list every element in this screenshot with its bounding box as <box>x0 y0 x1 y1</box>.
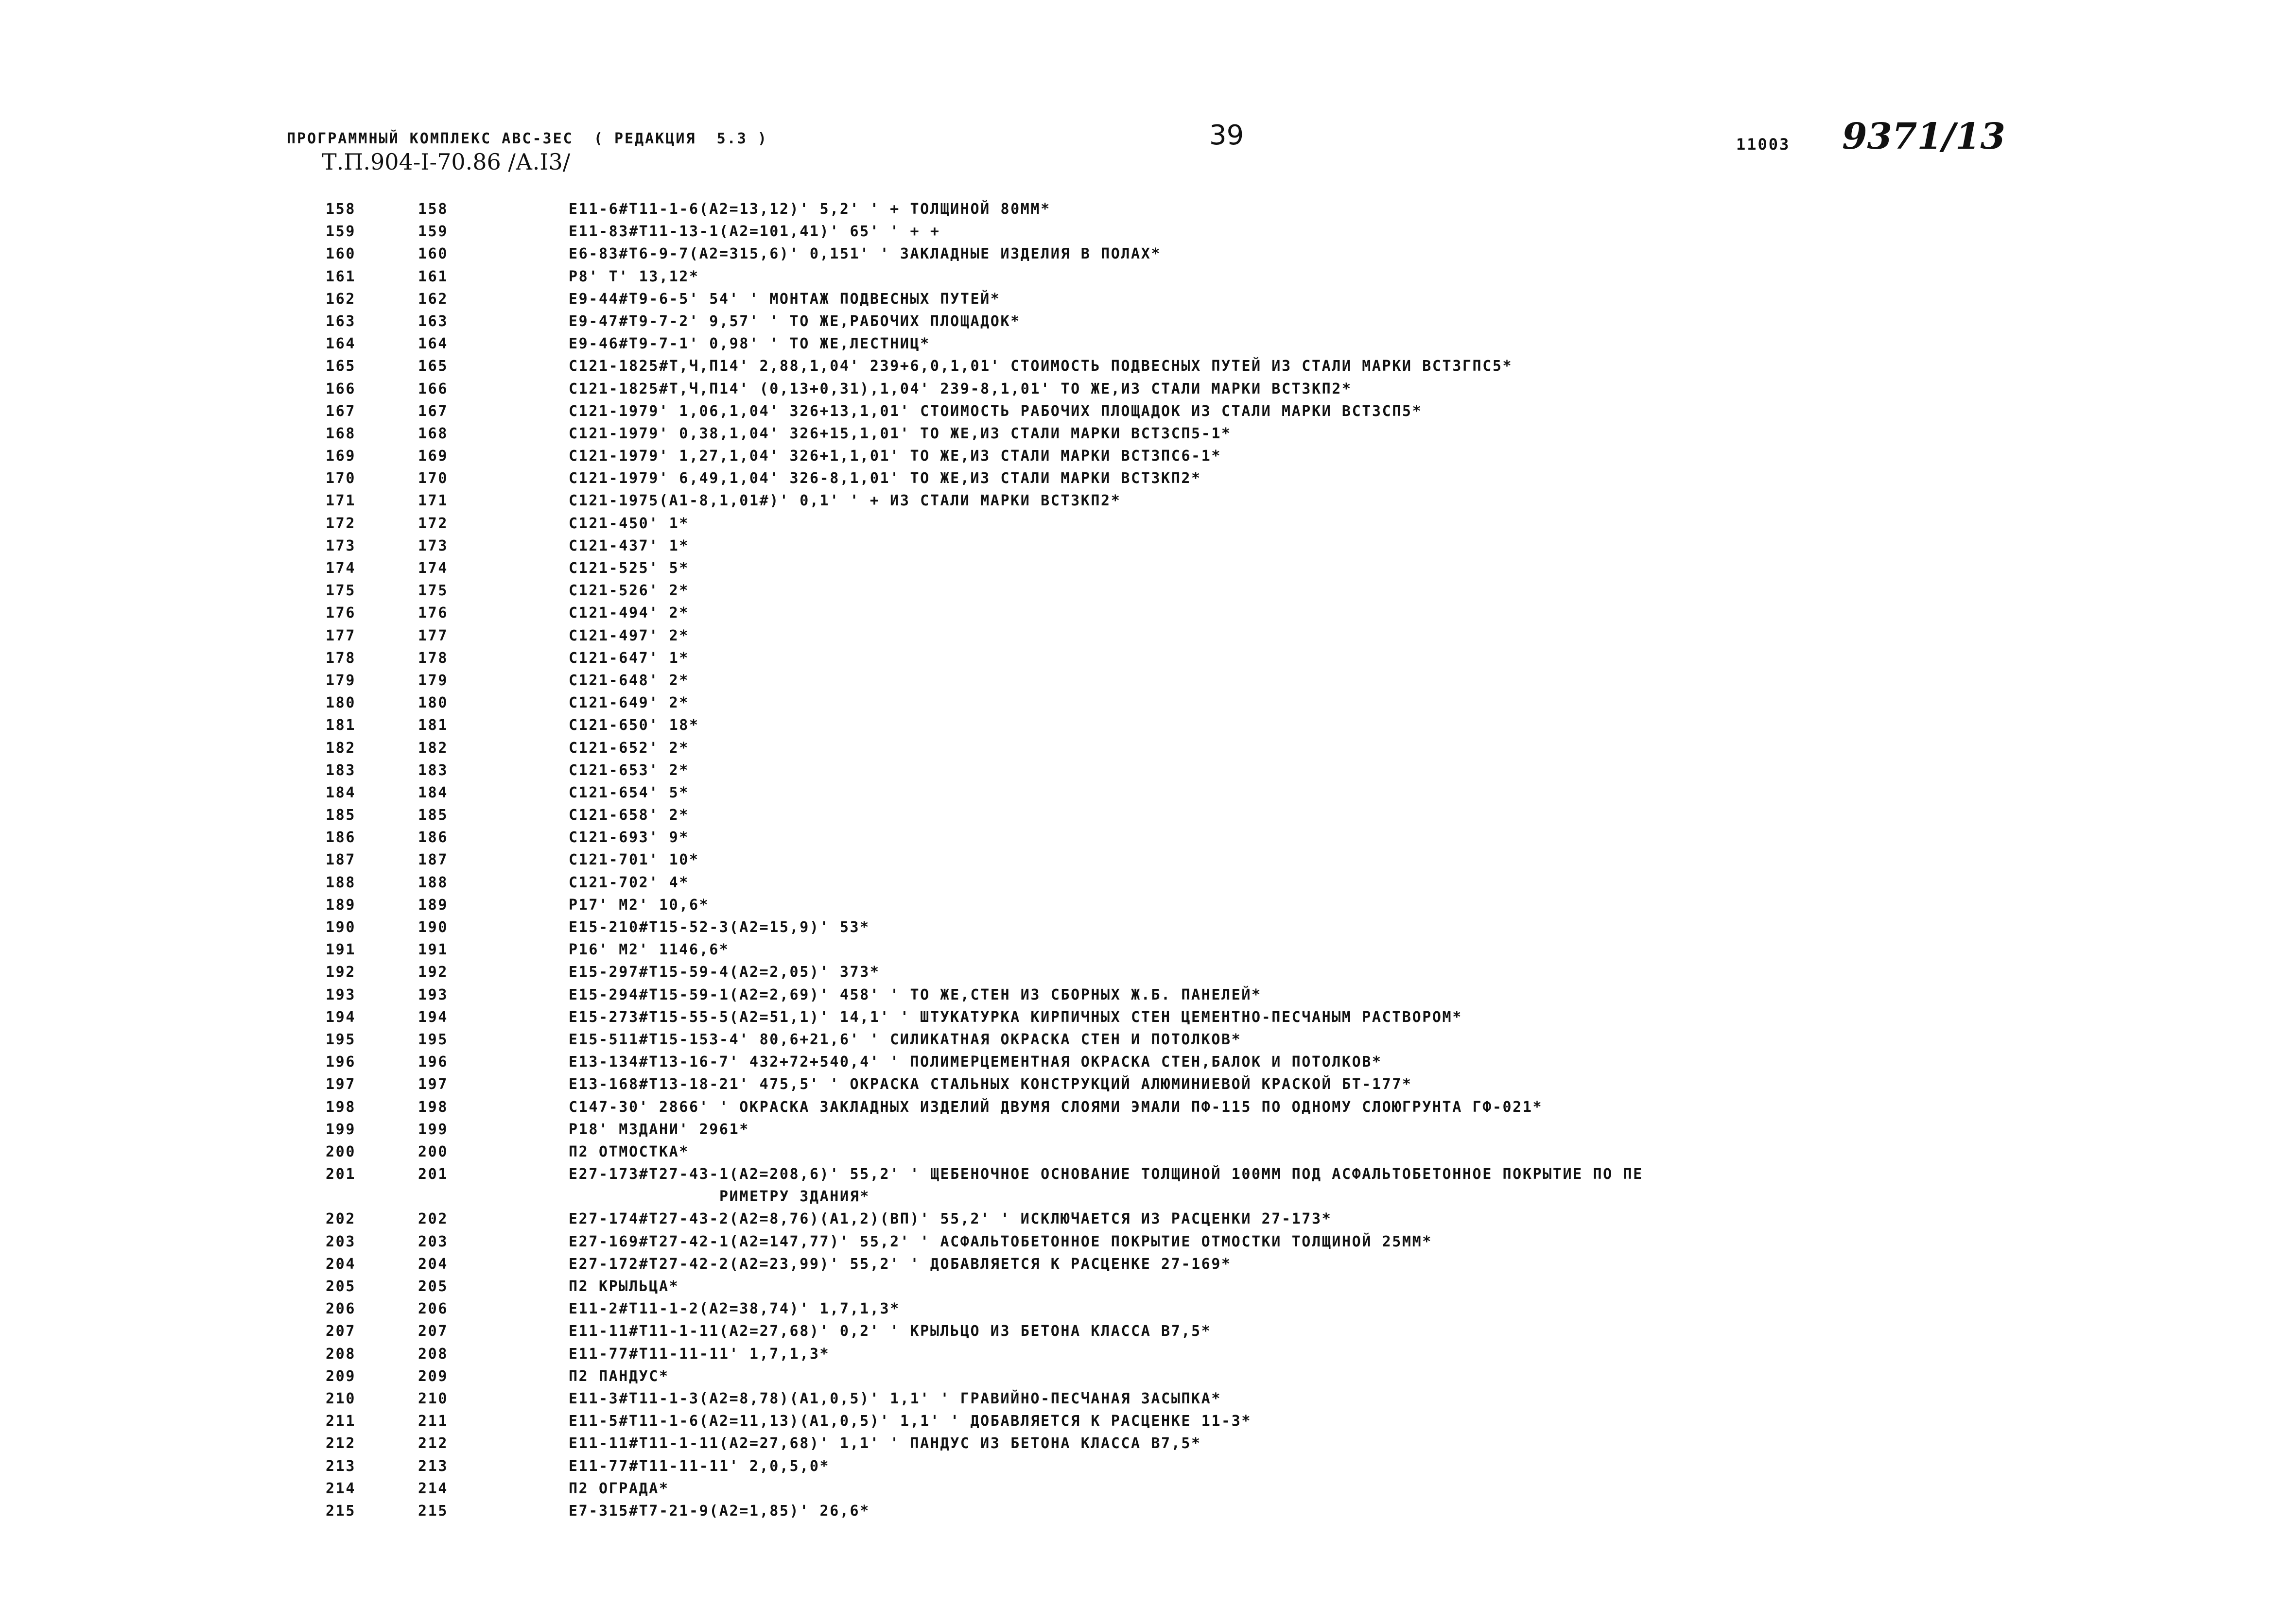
listing-row <box>0 647 2296 670</box>
listing-statement: Е9-44#Т9-6-5' 54' ' МОНТАЖ ПОДВЕСНЫХ ПУТЕЙ* <box>569 290 1001 308</box>
listing-statement: Е9-46#Т9-7-1' 0,98' ' ТО ЖЕ,ЛЕСТНИЦ* <box>569 335 930 353</box>
line-number: 189 <box>326 896 356 914</box>
statement-number: 205 <box>418 1278 448 1295</box>
line-number: 173 <box>326 537 356 554</box>
line-number: 175 <box>326 582 356 600</box>
listing-row <box>0 1298 2296 1320</box>
line-number: 158 <box>326 201 356 218</box>
statement-number: 198 <box>418 1098 448 1116</box>
line-number: 196 <box>326 1054 356 1071</box>
listing-row <box>0 670 2296 692</box>
line-number: 208 <box>326 1345 356 1363</box>
line-number: 182 <box>326 739 356 757</box>
line-number: 174 <box>326 560 356 577</box>
line-number: 167 <box>326 402 356 420</box>
statement-number: 201 <box>418 1166 448 1183</box>
line-number: 172 <box>326 515 356 532</box>
document-code: 11003 <box>1736 135 1791 154</box>
listing-statement: С121-1979' 6,49,1,04' 326-8,1,01' ТО ЖЕ,ИЗ СТАЛИ МАРКИ ВСТЗКП2* <box>569 470 1201 487</box>
listing-statement: Р8' Т' 13,12* <box>569 268 699 285</box>
listing-table <box>0 198 2296 1522</box>
line-number: 197 <box>326 1076 356 1093</box>
statement-number: 214 <box>418 1480 448 1497</box>
line-number: 211 <box>326 1413 356 1430</box>
statement-number: 162 <box>418 290 448 308</box>
line-number: 210 <box>326 1390 356 1407</box>
listing-statement: Е11-5#Т11-1-6(А2=11,13)(А1,0,5)' 1,1' ' ДОБАВЛЯЕТСЯ К РАСЦЕНКЕ 11-3* <box>569 1413 1252 1430</box>
listing-statement: Е9-47#Т9-7-2' 9,57' ' ТО ЖЕ,РАБОЧИХ ПЛОЩАДОК* <box>569 312 1021 330</box>
statement-number: 175 <box>418 582 448 600</box>
line-number: 164 <box>326 335 356 353</box>
statement-number: 191 <box>418 941 448 959</box>
listing-statement: Р18' МЗДАНИ' 2961* <box>569 1121 749 1138</box>
listing-statement: С121-652' 2* <box>569 739 689 757</box>
statement-number: 187 <box>418 851 448 869</box>
listing-statement: Е15-511#Т15-153-4' 80,6+21,6' ' СИЛИКАТНАЯ ОКРАСКА СТЕН И ПОТОЛКОВ* <box>569 1031 1242 1048</box>
listing-statement: С121-693' 9* <box>569 829 689 847</box>
listing-statement: П2 ОТМОСТКА* <box>569 1143 689 1160</box>
statement-number: 179 <box>418 672 448 689</box>
listing-statement: Е15-294#Т15-59-1(А2=2,69)' 458' ' ТО ЖЕ,СТЕН ИЗ СБОРНЫХ Ж.Б. ПАНЕЛЕЙ* <box>569 986 1262 1003</box>
statement-number: 181 <box>418 717 448 734</box>
listing-statement: Р16' М2' 1146,6* <box>569 941 730 959</box>
listing-statement: С121-437' 1* <box>569 537 689 554</box>
statement-number: 192 <box>418 964 448 981</box>
listing-statement: Е11-77#Т11-11-11' 2,0,5,0* <box>569 1457 830 1475</box>
line-number: 198 <box>326 1098 356 1116</box>
statement-number: 209 <box>418 1367 448 1385</box>
listing-row <box>0 602 2296 624</box>
listing-statement: Е27-172#Т27-42-2(А2=23,99)' 55,2' ' ДОБАВЛЯЕТСЯ К РАСЦЕНКЕ 27-169* <box>569 1255 1232 1273</box>
statement-number: 204 <box>418 1255 448 1273</box>
listing-row <box>0 782 2296 804</box>
listing-statement: Е11-11#Т11-1-11(А2=27,68)' 1,1' ' ПАНДУС ИЗ БЕТОНА КЛАССА В7,5* <box>569 1435 1201 1452</box>
listing-statement: Е11-83#Т11-13-1(А2=101,41)' 65' ' + + <box>569 223 940 241</box>
listing-statement: П2 КРЫЛЬЦА* <box>569 1278 679 1295</box>
line-number: 160 <box>326 245 356 263</box>
listing-statement: С121-1975(А1-8,1,01#)' 0,1' ' + ИЗ СТАЛИ МАРКИ ВСТЗКП2* <box>569 492 1121 510</box>
line-number: 194 <box>326 1008 356 1026</box>
listing-statement: Е6-83#Т6-9-7(А2=315,6)' 0,151' ' ЗАКЛАДНЫЕ ИЗДЕЛИЯ В ПОЛАХ* <box>569 245 1162 263</box>
line-number: 184 <box>326 784 356 801</box>
listing-row <box>0 535 2296 557</box>
listing-row <box>0 1276 2296 1298</box>
statement-number: 160 <box>418 245 448 263</box>
statement-number: 186 <box>418 829 448 847</box>
line-number: 169 <box>326 448 356 465</box>
statement-number: 183 <box>418 761 448 779</box>
page-number: 39 <box>1209 120 1244 151</box>
line-number: 214 <box>326 1480 356 1497</box>
listing-row <box>0 760 2296 782</box>
statement-number: 177 <box>418 627 448 644</box>
listing-statement: С121-648' 2* <box>569 672 689 689</box>
statement-number: 182 <box>418 739 448 757</box>
listing-row <box>0 333 2296 355</box>
line-number: 165 <box>326 358 356 375</box>
listing-row <box>0 1433 2296 1455</box>
statement-number: 168 <box>418 425 448 442</box>
line-number: 212 <box>326 1435 356 1452</box>
listing-statement: С121-658' 2* <box>569 807 689 824</box>
line-number: 166 <box>326 380 356 397</box>
listing-row <box>0 1388 2296 1410</box>
listing-statement: Е11-6#Т11-1-6(А2=13,12)' 5,2' ' + ТОЛЩИНОЙ 80ММ* <box>569 201 1051 218</box>
listing-row <box>0 1500 2296 1522</box>
listing-row <box>0 714 2296 737</box>
listing-statement: С121-1825#Т,Ч,П14' 2,88,1,04' 239+6,0,1,01' СТОИМОСТЬ ПОДВЕСНЫХ ПУТЕЙ ИЗ СТАЛИ МАРКИ ВСТЗГПС5* <box>569 358 1513 375</box>
line-number: 171 <box>326 492 356 510</box>
listing-row <box>0 827 2296 849</box>
statement-number: 171 <box>418 492 448 510</box>
statement-number: 189 <box>418 896 448 914</box>
statement-number: 159 <box>418 223 448 241</box>
listing-statement: С121-702' 4* <box>569 874 689 891</box>
listing-row <box>0 894 2296 916</box>
line-number: 207 <box>326 1323 356 1340</box>
listing-row <box>0 221 2296 243</box>
line-number: 203 <box>326 1233 356 1250</box>
listing-statement: Е27-173#Т27-43-1(А2=208,6)' 55,2' ' ЩЕБЕНОЧНОЕ ОСНОВАНИЕ ТОЛЩИНОЙ 100ММ ПОД АСФАЛЬТОБЕТОННОЕ ПОКРЫТИЕ ПО ПЕ <box>569 1166 1643 1183</box>
listing-statement: Е13-134#Т13-16-7' 432+72+540,4' ' ПОЛИМЕРЦЕМЕНТНАЯ ОКРАСКА СТЕН,БАЛОК И ПОТОЛКОВ* <box>569 1054 1382 1071</box>
listing-row <box>0 1320 2296 1343</box>
statement-number: 203 <box>418 1233 448 1250</box>
listing-statement: С121-1825#Т,Ч,П14' (0,13+0,31),1,04' 239-8,1,01' ТО ЖЕ,ИЗ СТАЛИ МАРКИ ВСТЗКП2* <box>569 380 1352 397</box>
listing-statement: С121-1979' 1,27,1,04' 326+1,1,01' ТО ЖЕ,ИЗ СТАЛИ МАРКИ ВСТЗПС6-1* <box>569 448 1221 465</box>
listing-statement: С121-654' 5* <box>569 784 689 801</box>
listing-statement: Е11-2#Т11-1-2(А2=38,74)' 1,7,1,3* <box>569 1300 900 1318</box>
statement-number: 193 <box>418 986 448 1003</box>
statement-number: 199 <box>418 1121 448 1138</box>
listing-row <box>0 804 2296 827</box>
line-number: 200 <box>326 1143 356 1160</box>
listing-statement: П2 ПАНДУС* <box>569 1367 669 1385</box>
line-number: 190 <box>326 919 356 936</box>
statement-number: 167 <box>418 402 448 420</box>
listing-row <box>0 1365 2296 1388</box>
listing-statement: С121-701' 10* <box>569 851 699 869</box>
statement-number: 165 <box>418 358 448 375</box>
listing-statement: Е13-168#Т13-18-21' 475,5' ' ОКРАСКА СТАЛЬНЫХ КОНСТРУКЦИЙ АЛЮМИНИЕВОЙ КРАСКОЙ БТ-177* <box>569 1076 1412 1093</box>
listing-statement: С121-650' 18* <box>569 717 699 734</box>
listing-row <box>0 1208 2296 1230</box>
listing-row <box>0 1119 2296 1141</box>
line-number: 170 <box>326 470 356 487</box>
listing-statement: С147-30' 2866' ' ОКРАСКА ЗАКЛАДНЫХ ИЗДЕЛИЙ ДВУМЯ СЛОЯМИ ЭМАЛИ ПФ-115 ПО ОДНОМУ СЛОЮГРУНТА ГФ-021* <box>569 1098 1543 1116</box>
listing-row <box>0 1096 2296 1119</box>
statement-number: 180 <box>418 694 448 712</box>
listing-row <box>0 872 2296 894</box>
statement-number: 212 <box>418 1435 448 1452</box>
listing-row <box>0 1073 2296 1096</box>
listing-statement: С121-494' 2* <box>569 605 689 622</box>
line-number: 215 <box>326 1502 356 1520</box>
line-number: 202 <box>326 1210 356 1228</box>
statement-number: 206 <box>418 1300 448 1318</box>
statement-number: 194 <box>418 1008 448 1026</box>
line-number: 191 <box>326 941 356 959</box>
listing-row <box>0 400 2296 423</box>
listing-statement: С121-450' 1* <box>569 515 689 532</box>
listing-row <box>0 1051 2296 1073</box>
line-number: 213 <box>326 1457 356 1475</box>
line-number: 183 <box>326 761 356 779</box>
statement-number: 190 <box>418 919 448 936</box>
program-title: ПРОГРАММНЫЙ КОМПЛЕКС АВС-ЗЕС ( РЕДАКЦИЯ 5.3 ) <box>287 130 768 147</box>
listing-row <box>0 311 2296 333</box>
statement-number: 176 <box>418 605 448 622</box>
listing-row <box>0 737 2296 760</box>
listing-row <box>0 961 2296 984</box>
listing-row <box>0 513 2296 535</box>
statement-number: 213 <box>418 1457 448 1475</box>
line-number: 180 <box>326 694 356 712</box>
statement-number: 210 <box>418 1390 448 1407</box>
listing-row <box>0 288 2296 311</box>
line-number: 178 <box>326 649 356 667</box>
statement-number: 185 <box>418 807 448 824</box>
listing-row <box>0 1478 2296 1500</box>
listing-statement: С121-653' 2* <box>569 761 689 779</box>
listing-statement: РИМЕТРУ ЗДАНИЯ* <box>719 1188 870 1206</box>
listing-row <box>0 916 2296 939</box>
line-number: 159 <box>326 223 356 241</box>
listing-row <box>0 445 2296 467</box>
listing-row <box>0 1231 2296 1253</box>
line-number: 185 <box>326 807 356 824</box>
listing-row <box>0 243 2296 265</box>
statement-number: 169 <box>418 448 448 465</box>
listing-statement: П2 ОГРАДА* <box>569 1480 669 1497</box>
listing-row <box>0 1343 2296 1365</box>
line-number: 176 <box>326 605 356 622</box>
statement-number: 197 <box>418 1076 448 1093</box>
statement-number: 202 <box>418 1210 448 1228</box>
line-number: 168 <box>326 425 356 442</box>
listing-statement: Е15-210#Т15-52-3(А2=15,9)' 53* <box>569 919 870 936</box>
listing-statement: Е27-174#Т27-43-2(А2=8,76)(А1,2)(ВП)' 55,2' ' ИСКЛЮЧАЕТСЯ ИЗ РАСЦЕНКИ 27-173* <box>569 1210 1332 1228</box>
line-number: 186 <box>326 829 356 847</box>
listing-row <box>0 1141 2296 1163</box>
listing-row <box>0 490 2296 512</box>
listing-row <box>0 467 2296 490</box>
line-number: 181 <box>326 717 356 734</box>
listing-continuation-line <box>0 1186 2296 1208</box>
listing-statement: Е15-297#Т15-59-4(А2=2,05)' 373* <box>569 964 880 981</box>
statement-number: 163 <box>418 312 448 330</box>
listing-row <box>0 1455 2296 1478</box>
statement-number: 173 <box>418 537 448 554</box>
listing-statement: Е7-315#Т7-21-9(А2=1,85)' 26,6* <box>569 1502 870 1520</box>
listing-row <box>0 984 2296 1006</box>
listing-row <box>0 355 2296 378</box>
statement-number: 208 <box>418 1345 448 1363</box>
listing-row <box>0 266 2296 288</box>
listing-statement: С121-497' 2* <box>569 627 689 644</box>
statement-number: 196 <box>418 1054 448 1071</box>
listing-statement: С121-649' 2* <box>569 694 689 712</box>
statement-number: 170 <box>418 470 448 487</box>
line-number: 204 <box>326 1255 356 1273</box>
listing-statement: С121-526' 2* <box>569 582 689 600</box>
line-number: 177 <box>326 627 356 644</box>
line-number: 161 <box>326 268 356 285</box>
listing-row <box>0 692 2296 714</box>
line-number: 205 <box>326 1278 356 1295</box>
line-number: 193 <box>326 986 356 1003</box>
listing-statement: Е27-169#Т27-42-1(А2=147,77)' 55,2' ' АСФАЛЬТОБЕТОННОЕ ПОКРЫТИЕ ОТМОСТКИ ТОЛЩИНОЙ 25ММ* <box>569 1233 1432 1250</box>
statement-number: 178 <box>418 649 448 667</box>
listing-row <box>0 939 2296 961</box>
statement-number: 161 <box>418 268 448 285</box>
listing-row <box>0 1410 2296 1433</box>
statement-number: 200 <box>418 1143 448 1160</box>
listing-statement: С121-1979' 0,38,1,04' 326+15,1,01' ТО ЖЕ,ИЗ СТАЛИ МАРКИ ВСТЗСП5-1* <box>569 425 1232 442</box>
listing-row <box>0 625 2296 647</box>
line-number: 163 <box>326 312 356 330</box>
statement-number: 188 <box>418 874 448 891</box>
statement-number: 158 <box>418 201 448 218</box>
listing-statement: С121-647' 1* <box>569 649 689 667</box>
line-number: 188 <box>326 874 356 891</box>
statement-number: 211 <box>418 1413 448 1430</box>
statement-number: 215 <box>418 1502 448 1520</box>
statement-number: 172 <box>418 515 448 532</box>
line-number: 209 <box>326 1367 356 1385</box>
line-number: 199 <box>326 1121 356 1138</box>
statement-number: 184 <box>418 784 448 801</box>
line-number: 187 <box>326 851 356 869</box>
line-number: 201 <box>326 1166 356 1183</box>
listing-row <box>0 557 2296 580</box>
line-number: 206 <box>326 1300 356 1318</box>
listing-row <box>0 1163 2296 1186</box>
statement-number: 174 <box>418 560 448 577</box>
listing-statement: Е11-11#Т11-1-11(А2=27,68)' 0,2' ' КРЫЛЬЦО ИЗ БЕТОНА КЛАССА В7,5* <box>569 1323 1212 1340</box>
statement-number: 195 <box>418 1031 448 1048</box>
statement-number: 164 <box>418 335 448 353</box>
line-number: 179 <box>326 672 356 689</box>
listing-row <box>0 1029 2296 1051</box>
statement-number: 207 <box>418 1323 448 1340</box>
listing-row <box>0 423 2296 445</box>
listing-row <box>0 1006 2296 1029</box>
listing-row <box>0 849 2296 871</box>
project-designation: Т.П.904-I-70.86 /А.I3/ <box>322 149 571 175</box>
handwritten-document-number: 9371/13 <box>1842 116 2005 157</box>
listing-statement: Е11-3#Т11-1-3(А2=8,78)(А1,0,5)' 1,1' ' ГРАВИЙНО-ПЕСЧАНАЯ ЗАСЫПКА* <box>569 1390 1221 1407</box>
listing-statement: Е11-77#Т11-11-11' 1,7,1,3* <box>569 1345 830 1363</box>
listing-statement: С121-1979' 1,06,1,04' 326+13,1,01' СТОИМОСТЬ РАБОЧИХ ПЛОЩАДОК ИЗ СТАЛИ МАРКИ ВСТЗСП5* <box>569 402 1423 420</box>
line-number: 192 <box>326 964 356 981</box>
line-number: 195 <box>326 1031 356 1048</box>
listing-statement: Р17' М2' 10,6* <box>569 896 710 914</box>
listing-row <box>0 580 2296 602</box>
listing-row <box>0 378 2296 400</box>
listing-row <box>0 198 2296 221</box>
statement-number: 166 <box>418 380 448 397</box>
listing-row <box>0 1253 2296 1276</box>
line-number: 162 <box>326 290 356 308</box>
listing-statement: Е15-273#Т15-55-5(А2=51,1)' 14,1' ' ШТУКАТУРКА КИРПИЧНЫХ СТЕН ЦЕМЕНТНО-ПЕСЧАНЫМ РАСТВОРОМ* <box>569 1008 1462 1026</box>
listing-statement: С121-525' 5* <box>569 560 689 577</box>
